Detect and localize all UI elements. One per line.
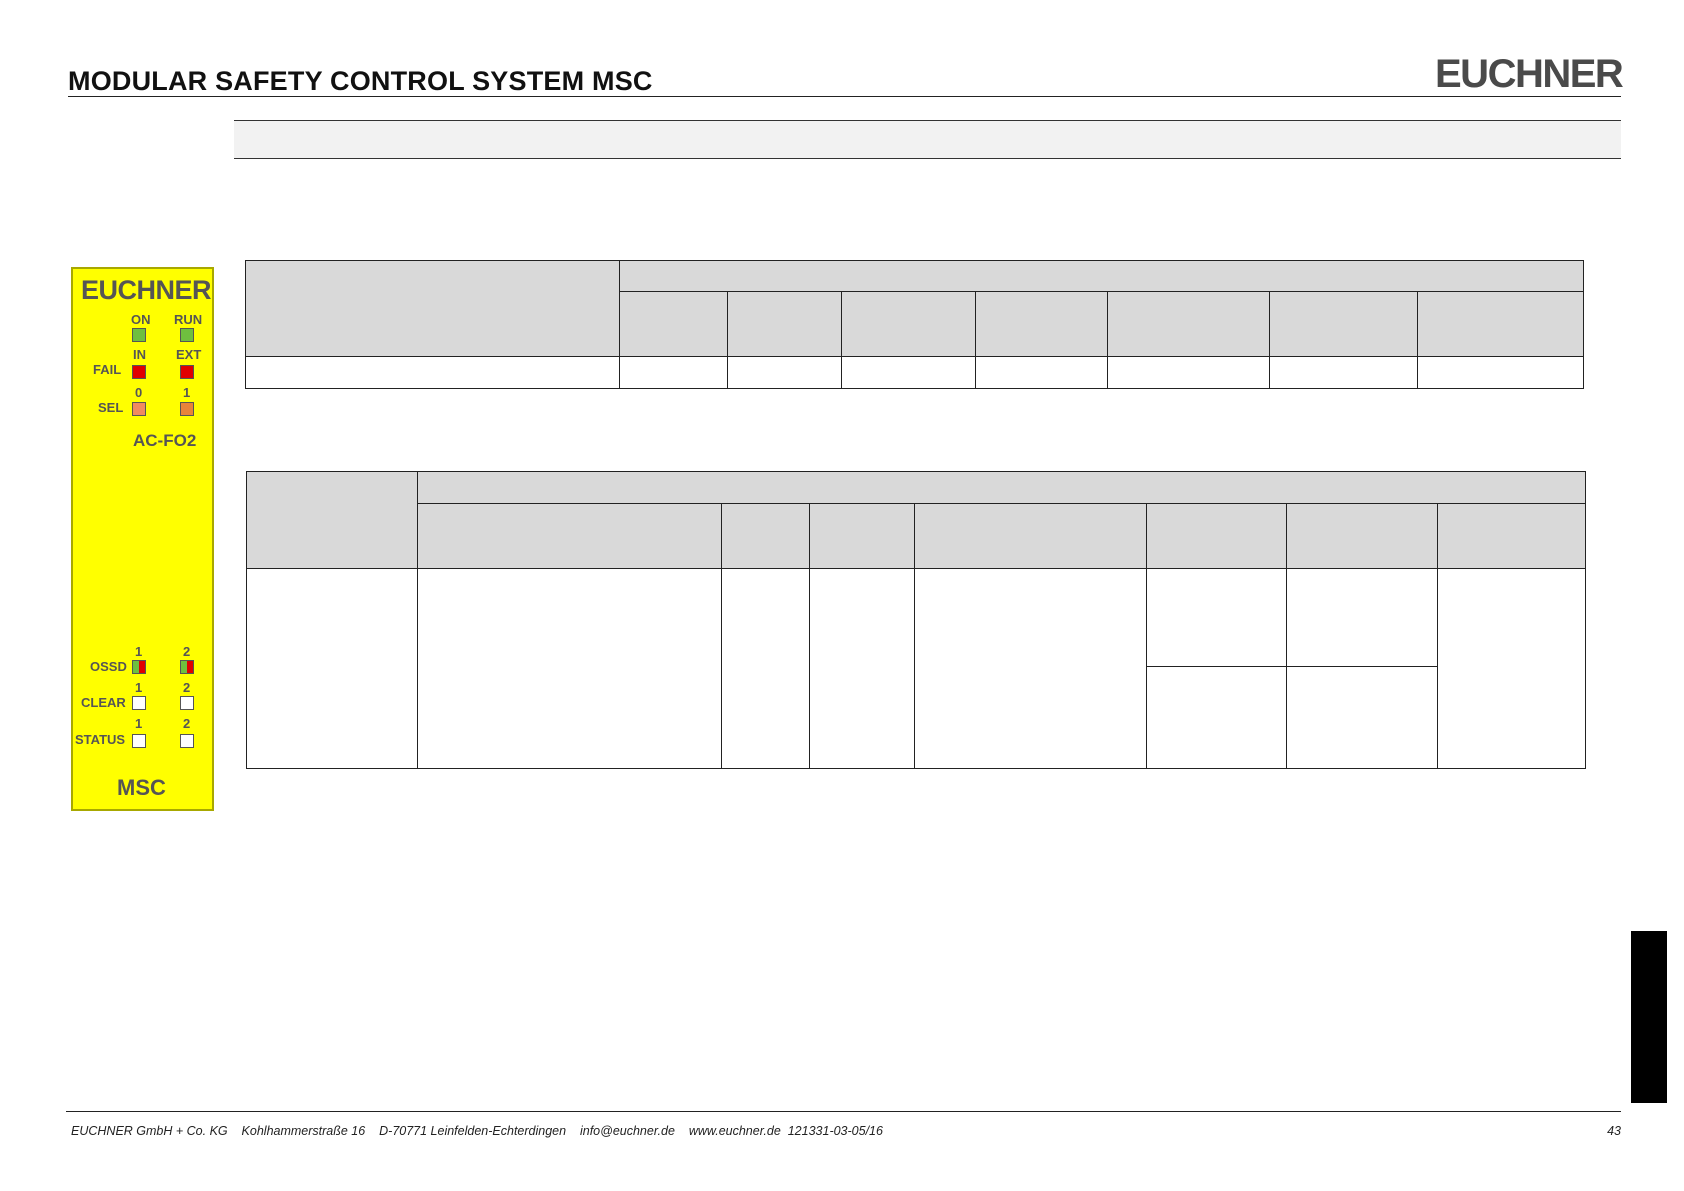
euchner-logo: EUCHNER xyxy=(1435,52,1623,96)
label-ossd-2: 2 xyxy=(183,644,191,659)
led-on-indicator xyxy=(132,328,146,342)
footer-city: D-70771 Leinfelden-Echterdingen xyxy=(379,1124,567,1138)
label-run: RUN xyxy=(174,312,203,327)
footer-company: EUCHNER GmbH + Co. KG xyxy=(71,1124,228,1138)
page-title: MODULAR SAFETY CONTROL SYSTEM MSC xyxy=(68,66,653,96)
label-clear: CLEAR xyxy=(81,695,126,710)
section-band xyxy=(234,120,1621,159)
led-run-indicator xyxy=(180,328,194,342)
table-1-header xyxy=(246,261,1583,356)
footer-web[interactable]: www.euchner.de xyxy=(688,1124,781,1138)
footer-rule xyxy=(66,1111,1621,1112)
label-status: STATUS xyxy=(75,732,126,747)
footer-doc-id: 121331-03-05/16 xyxy=(787,1124,883,1138)
header-rule xyxy=(68,96,1621,97)
led-fail-in-indicator xyxy=(132,365,146,379)
module-name: MSC xyxy=(117,775,166,800)
label-sel-1: 1 xyxy=(183,385,191,400)
label-fail: FAIL xyxy=(93,362,122,377)
module-model: AC-FO2 xyxy=(133,431,197,450)
led-sel-1-indicator xyxy=(180,402,194,416)
module-brand: EUCHNER xyxy=(81,275,212,305)
label-clear-1: 1 xyxy=(135,680,143,695)
label-sel: SEL xyxy=(98,400,124,415)
led-clear-2-indicator xyxy=(180,696,194,710)
label-on: ON xyxy=(131,312,151,327)
led-ossd-1-indicator xyxy=(132,660,146,674)
table-2-header xyxy=(247,472,1585,568)
footer-email[interactable]: info@euchner.de xyxy=(579,1124,675,1138)
led-sel-0-indicator xyxy=(132,402,146,416)
led-status-1-indicator xyxy=(132,734,146,748)
led-status-2-indicator xyxy=(180,734,194,748)
led-fail-ext-indicator xyxy=(180,365,194,379)
chapter-tab xyxy=(1631,931,1667,1103)
page-number: 43 xyxy=(1607,1124,1621,1138)
footer-text xyxy=(71,1124,883,1138)
label-status-2: 2 xyxy=(183,716,191,731)
label-ossd: OSSD xyxy=(90,659,127,674)
label-sel-0: 0 xyxy=(135,385,143,400)
table-2 xyxy=(246,471,1586,769)
label-in: IN xyxy=(133,347,146,362)
label-ossd-1: 1 xyxy=(135,644,143,659)
label-clear-2: 2 xyxy=(183,680,191,695)
led-ossd-2-indicator xyxy=(180,660,194,674)
module-front-panel xyxy=(71,267,214,811)
label-ext: EXT xyxy=(176,347,202,362)
table-1 xyxy=(245,260,1584,389)
led-clear-1-indicator xyxy=(132,696,146,710)
label-status-1: 1 xyxy=(135,716,143,731)
footer-street: Kohlhammerstraße 16 xyxy=(241,1124,366,1138)
